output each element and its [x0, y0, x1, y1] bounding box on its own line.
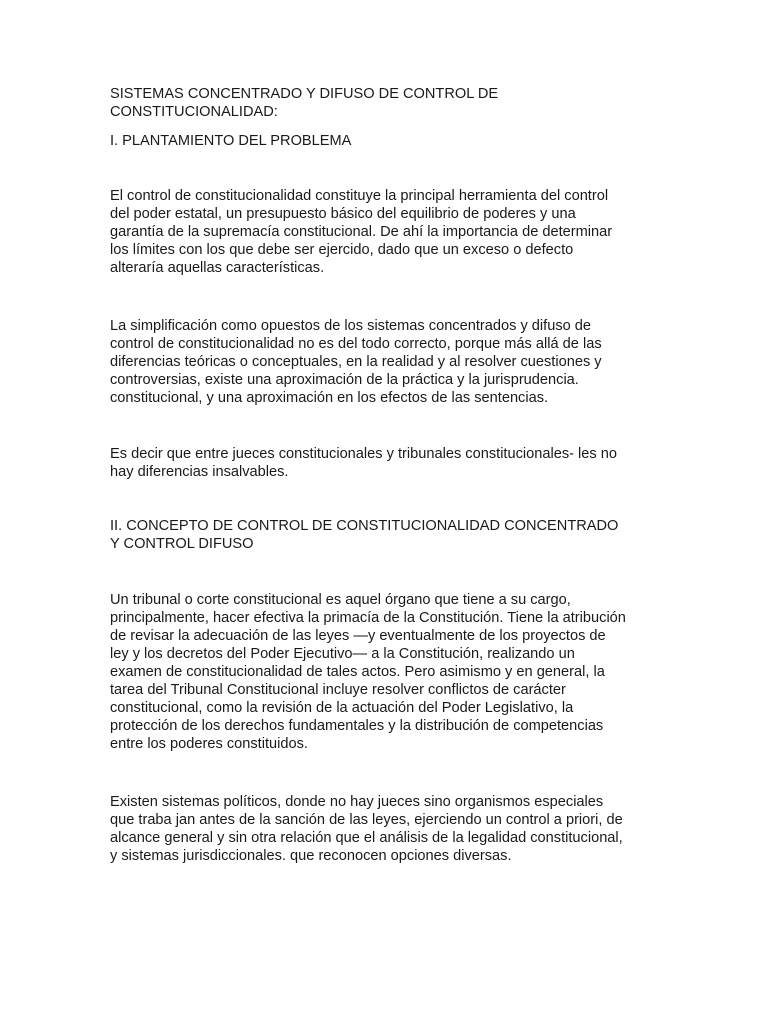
- heading-line: Y CONTROL DIFUSO: [110, 536, 254, 552]
- document-title: [110, 85, 662, 121]
- text-line: garantía de la supremacía constitucional. De ahí la importancia de determinar: [110, 224, 613, 240]
- text-line: ley y los decretos del Poder Ejecutivo— a la Constitución, realizando un: [110, 646, 575, 662]
- paragraph-1: [110, 187, 662, 277]
- text-line: y sistemas jurisdiccionales. que reconocen opciones diversas.: [110, 848, 512, 864]
- text-line: los límites con los que debe ser ejercido, dado que un exceso o defecto: [110, 242, 574, 258]
- text-line: controversias, existe una aproximación de la práctica y la jurisprudencia.: [110, 372, 579, 388]
- text-line: de revisar la adecuación de las leyes —y eventualmente de los proyectos de: [110, 628, 606, 644]
- text-line: tarea del Tribunal Constitucional incluye resolver conflictos de carácter: [110, 682, 566, 698]
- heading-line: I. PLANTAMIENTO DEL PROBLEMA: [110, 133, 352, 149]
- heading-line: II. CONCEPTO DE CONTROL DE CONSTITUCIONALIDAD CONCENTRADO: [110, 518, 619, 534]
- text-line: diferencias teóricas o conceptuales, en la realidad y al resolver cuestiones y: [110, 354, 602, 370]
- text-line: que traba jan antes de la sanción de las leyes, ejerciendo un control a priori, de: [110, 812, 623, 828]
- text-line: examen de constitucionalidad de tales actos. Pero asimismo y en general, la: [110, 664, 605, 680]
- text-line: entre los poderes constituidos.: [110, 736, 308, 752]
- text-line: principalmente, hacer efectiva la primacía de la Constitución. Tiene la atribución: [110, 610, 626, 626]
- section-heading-1: [110, 132, 662, 150]
- paragraph-4: [110, 591, 662, 753]
- text-line: alteraría aquellas características.: [110, 260, 325, 276]
- text-line: del poder estatal, un presupuesto básico del equilibrio de poderes y una: [110, 206, 576, 222]
- section-heading-2: [110, 517, 662, 553]
- text-line: Es decir que entre jueces constitucionales y tribunales constitucionales- les no: [110, 446, 618, 462]
- title-line: SISTEMAS CONCENTRADO Y DIFUSO DE CONTROL DE: [110, 86, 499, 102]
- text-line: El control de constitucionalidad constituye la principal herramienta del control: [110, 188, 609, 204]
- text-line: Un tribunal o corte constitucional es aquel órgano que tiene a su cargo,: [110, 592, 571, 608]
- text-line: La simplificación como opuestos de los sistemas concentrados y difuso de: [110, 318, 592, 334]
- text-line: protección de los derechos fundamentales y la distribución de competencias: [110, 718, 604, 734]
- text-line: alcance general y sin otra relación que el análisis de la legalidad constitucional,: [110, 830, 623, 846]
- title-line: CONSTITUCIONALIDAD:: [110, 104, 278, 120]
- paragraph-3: [110, 445, 662, 481]
- text-line: hay diferencias insalvables.: [110, 464, 289, 480]
- paragraph-5: [110, 793, 662, 865]
- text-line: constitucional, y una aproximación en los efectos de las sentencias.: [110, 390, 549, 406]
- text-line: Existen sistemas políticos, donde no hay jueces sino organismos especiales: [110, 794, 604, 810]
- paragraph-2: [110, 317, 662, 407]
- text-line: constitucional, como la revisión de la actuación del Poder Legislativo, la: [110, 700, 574, 716]
- text-line: control de constitucionalidad no es del todo correcto, porque más allá de las: [110, 336, 602, 352]
